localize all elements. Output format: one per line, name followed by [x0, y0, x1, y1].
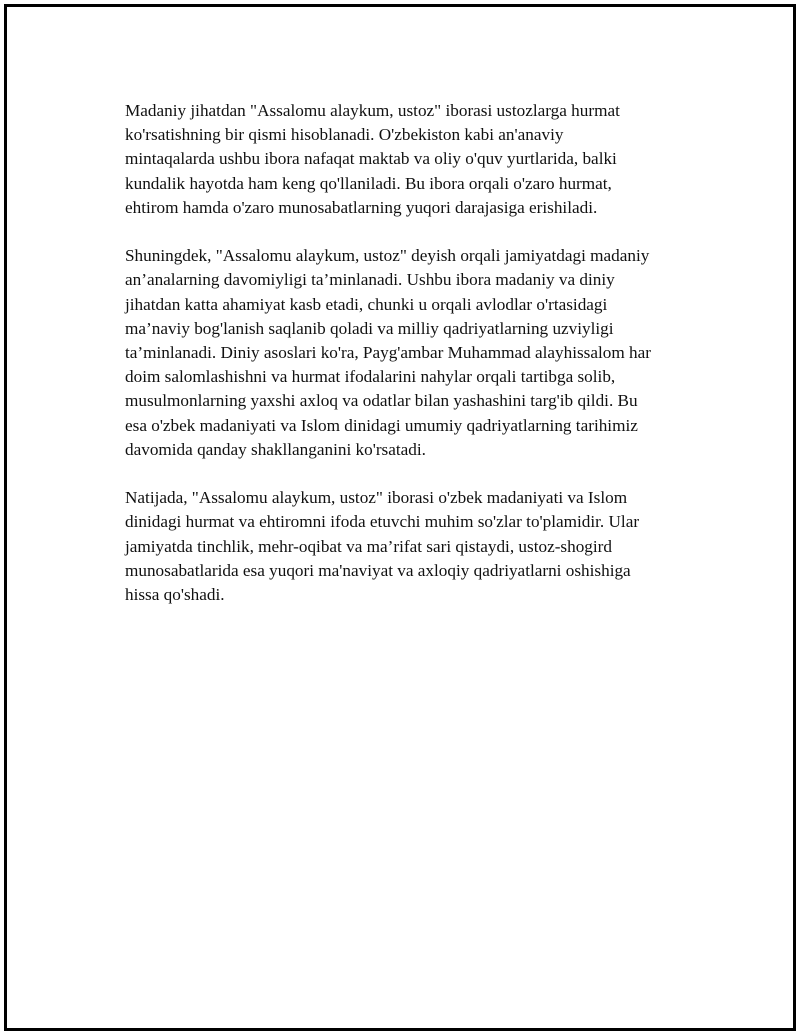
- paragraph-line: Natijada, "Assalomu alaykum, ustoz" iborasi o'zbek madaniyati va Islom: [125, 488, 628, 508]
- paragraph-line: doim salomlashishni va hurmat ifodalarini nahylar orqali tartibga solib,: [125, 367, 616, 387]
- paragraph-line: munosabatlarida esa yuqori ma'naviyat va axloqiy qadriyatlarni oshishiga: [125, 560, 631, 580]
- paragraph-line: musulmonlarning yaxshi axloq va odatlar bilan yashashini targ'ib qildi. Bu: [125, 391, 638, 411]
- paragraph-line: ko'rsatishning bir qismi hisoblanadi. O'zbekiston kabi an'anaviy: [125, 125, 564, 145]
- paragraph-line: mintaqalarda ushbu ibora nafaqat maktab va oliy o'quv yurtlarida, balki: [125, 149, 617, 169]
- paragraph-line: esa o'zbek madaniyati va Islom dinidagi umumiy qadriyatlarning tarihimiz: [125, 415, 638, 435]
- paragraph-line: Madaniy jihatdan "Assalomu alaykum, ustoz" iborasi ustozlarga hurmat: [125, 101, 620, 120]
- paragraph-2: [125, 244, 715, 462]
- paragraph-line: ma’naviy bog'lanish saqlanib qoladi va milliy qadriyatlarning uzviyligi: [125, 318, 614, 338]
- paragraph-3: [125, 486, 715, 607]
- paragraph-1: [125, 99, 715, 220]
- document-body: [125, 99, 715, 631]
- paragraph-line: Shuningdek, "Assalomu alaykum, ustoz" deyish orqali jamiyatdagi madaniy: [125, 246, 650, 266]
- paragraph-line: jihatdan katta ahamiyat kasb etadi, chunki u orqali avlodlar o'rtasidagi: [125, 294, 608, 314]
- page-frame: [4, 4, 796, 1031]
- paragraph-line: hissa qo'shadi.: [125, 585, 225, 605]
- paragraph-line: kundalik hayotda ham keng qo'llaniladi. Bu ibora orqali o'zaro hurmat,: [125, 173, 612, 193]
- paragraph-line: dinidagi hurmat va ehtiromni ifoda etuvchi muhim so'zlar to'plamidir. Ular: [125, 512, 640, 532]
- paragraph-line: davomida qanday shakllanganini ko'rsatadi.: [125, 439, 426, 459]
- paragraph-line: an’analarning davomiyligi ta’minlanadi. Ushbu ibora madaniy va diniy: [125, 270, 615, 290]
- paragraph-line: ehtirom hamda o'zaro munosabatlarning yuqori darajasiga erishiladi.: [125, 197, 598, 217]
- paragraph-line: ta’minlanadi. Diniy asoslari ko'ra, Payg'ambar Muhammad alayhissalom har: [125, 343, 651, 363]
- paragraph-line: jamiyatda tinchlik, mehr-oqibat va ma’rifat sari qistaydi, ustoz-shogird: [125, 536, 612, 556]
